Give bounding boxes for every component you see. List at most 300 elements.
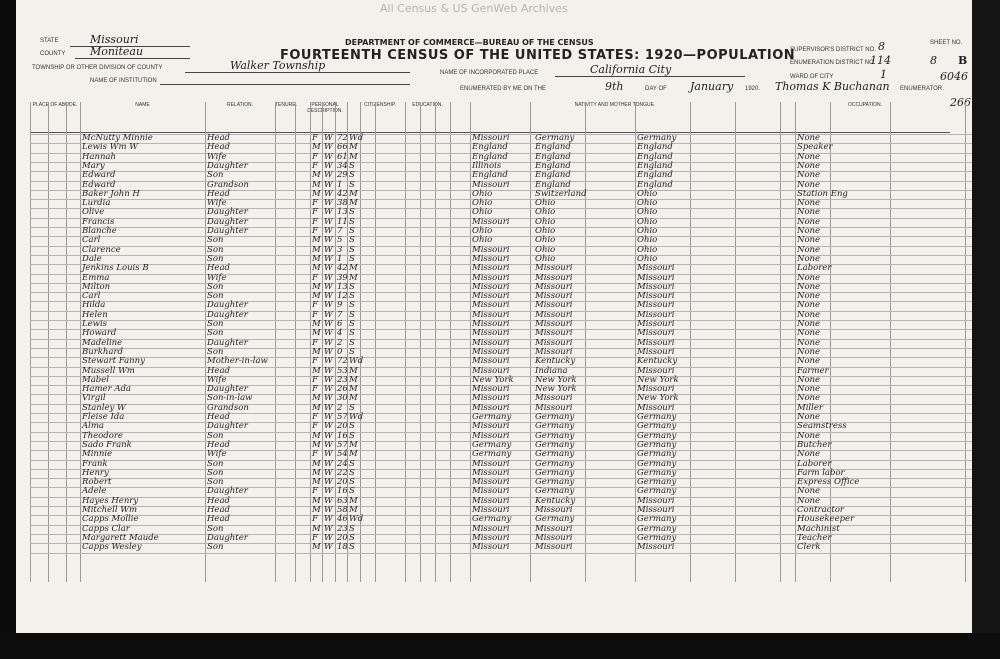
row-mother: Germany	[637, 467, 677, 478]
header-education: EDUCATION.	[405, 102, 450, 133]
state-value: Missouri	[90, 33, 139, 46]
row-age: 66	[337, 142, 348, 153]
row-name: Margarett Maude	[82, 532, 159, 543]
row-name: Carl	[82, 235, 101, 246]
row-birth: Missouri	[472, 486, 510, 497]
row-mother: Germany	[637, 449, 677, 460]
grid-column-line	[635, 102, 636, 582]
row-occ: None	[797, 170, 821, 181]
row-father: Germany	[535, 467, 575, 478]
row-race: W	[324, 346, 333, 357]
row-sex: M	[312, 328, 321, 339]
row-name: Francis	[82, 216, 115, 227]
row-mother: Germany	[637, 532, 677, 543]
scan-edge-bottom	[0, 633, 1000, 659]
row-mother: England	[637, 179, 673, 190]
row-race: W	[324, 253, 333, 264]
row-marital: S	[349, 207, 355, 218]
row-age: 30	[337, 393, 348, 404]
row-sex: F	[312, 151, 318, 162]
row-age: 5	[337, 235, 343, 246]
row-mother: Germany	[637, 458, 677, 469]
row-father: Germany	[535, 486, 575, 497]
row-mother: Missouri	[637, 319, 675, 329]
row-occ: Farm labor	[797, 467, 845, 478]
row-age: 42	[337, 263, 348, 274]
row-father: England	[535, 151, 571, 162]
row-birth: Missouri	[472, 393, 510, 404]
row-birth: Missouri	[472, 384, 510, 395]
row-occ: None	[797, 384, 821, 395]
row-marital: S	[349, 328, 355, 339]
header-occupation: OCCUPATION.	[780, 102, 950, 133]
row-father: Germany	[535, 421, 575, 432]
row-birth: England	[472, 170, 508, 181]
row-name: Hannah	[82, 151, 116, 162]
row-marital: S	[349, 170, 355, 181]
row-father: Germany	[535, 449, 575, 460]
row-marital: M	[349, 495, 358, 506]
row-sex: M	[312, 142, 321, 153]
grid-column-line	[735, 102, 736, 582]
grid-column-line	[295, 102, 296, 582]
row-age: 1	[337, 179, 343, 190]
row-race: W	[324, 188, 333, 199]
row-race: W	[324, 272, 333, 283]
row-race: W	[324, 198, 333, 209]
row-relation: Son	[207, 244, 224, 255]
row-race: W	[324, 365, 333, 376]
row-occ: Butcher	[797, 439, 832, 450]
row-birth: Missouri	[472, 495, 510, 506]
row-mother: Missouri	[637, 365, 675, 376]
row-mother: England	[637, 151, 673, 162]
row-race: W	[324, 291, 333, 302]
row-mother: Ohio	[637, 253, 658, 264]
row-mother: Missouri	[637, 291, 675, 302]
year-value: 1920.	[745, 86, 761, 92]
row-name: Minnie	[82, 449, 113, 460]
row-marital: S	[349, 486, 355, 497]
grid-column-line	[435, 102, 436, 582]
row-name: Clarence	[82, 244, 121, 255]
row-age: 26	[337, 384, 348, 395]
row-father: Missouri	[535, 337, 573, 348]
row-birth: Missouri	[472, 337, 510, 348]
row-race: W	[324, 133, 333, 143]
row-age: 7	[337, 226, 343, 236]
row-father: Missouri	[535, 291, 573, 302]
row-father: Germany	[535, 458, 575, 469]
row-name: Edward	[82, 179, 116, 190]
row-relation: Head	[207, 412, 230, 422]
supervisor-label: SUPERVISOR'S DISTRICT NO.	[790, 47, 876, 53]
row-marital: S	[349, 291, 355, 302]
row-name: Olive	[82, 207, 105, 218]
row-occ: None	[797, 495, 821, 506]
row-birth: England	[472, 142, 508, 153]
row-relation: Son	[207, 328, 224, 339]
row-marital: S	[349, 309, 355, 320]
census-grid	[30, 102, 972, 582]
row-occ: Express Office	[797, 477, 860, 488]
row-occ: None	[797, 216, 821, 227]
row-race: W	[324, 309, 333, 320]
row-father: Indiana	[535, 365, 568, 376]
row-age: 2	[337, 337, 343, 348]
grid-column-line	[470, 102, 471, 582]
row-relation: Son	[207, 523, 224, 534]
row-birth: Missouri	[472, 365, 510, 376]
ward-label: WARD OF CITY	[790, 74, 834, 80]
row-marital: S	[349, 430, 355, 441]
row-birth: Illinois	[472, 160, 502, 171]
row-relation: Head	[207, 188, 230, 199]
row-mother: Missouri	[637, 384, 675, 395]
row-birth: Missouri	[472, 328, 510, 339]
row-birth: Missouri	[472, 309, 510, 320]
row-father: New York	[535, 384, 577, 395]
enumerator-label: ENUMERATOR.	[900, 86, 944, 92]
row-race: W	[324, 495, 333, 506]
header-name: NAME	[80, 102, 205, 133]
row-name: Lurdia	[82, 198, 111, 209]
institution-label: NAME OF INSTITUTION	[90, 78, 157, 84]
row-race: W	[324, 505, 333, 515]
row-relation: Son	[207, 319, 224, 329]
row-marital: M	[349, 374, 358, 385]
row-mother: New York	[637, 374, 679, 385]
row-race: W	[324, 384, 333, 395]
row-name: Lewis	[82, 319, 108, 329]
grid-column-line	[335, 102, 336, 582]
row-father: Germany	[535, 514, 575, 525]
row-relation: Head	[207, 439, 230, 450]
row-name: Hayes Henry	[82, 495, 139, 506]
sheet-side: B	[958, 54, 968, 67]
row-mother: Germany	[637, 486, 677, 497]
row-birth: Missouri	[472, 421, 510, 432]
grid-column-line	[310, 102, 311, 582]
row-race: W	[324, 151, 333, 162]
row-father: Germany	[535, 412, 575, 422]
row-marital: Wd	[349, 356, 364, 367]
row-mother: Germany	[637, 421, 677, 432]
row-sex: F	[312, 421, 318, 432]
row-sex: M	[312, 542, 321, 553]
row-marital: M	[349, 151, 358, 162]
row-age: 6	[337, 319, 343, 329]
row-race: W	[324, 477, 333, 488]
row-relation: Son	[207, 170, 224, 181]
grid-column-line	[48, 102, 49, 582]
row-sex: F	[312, 374, 318, 385]
row-birth: Missouri	[472, 133, 510, 143]
row-sex: F	[312, 226, 318, 236]
row-occ: None	[797, 226, 821, 236]
row-father: Missouri	[535, 272, 573, 283]
row-race: W	[324, 170, 333, 181]
row-age: 22	[337, 467, 348, 478]
row-occ: None	[797, 346, 821, 357]
row-age: 38	[337, 198, 348, 209]
enumerated-label: ENUMERATED BY ME ON THE	[460, 86, 547, 92]
row-sex: F	[312, 486, 318, 497]
row-age: 13	[337, 207, 348, 218]
row-sex: F	[312, 337, 318, 348]
row-father: Switzerland	[535, 188, 587, 199]
row-relation: Daughter	[207, 300, 248, 311]
row-occ: None	[797, 309, 821, 320]
enumerated-day: 9th	[605, 80, 624, 93]
row-relation: Daughter	[207, 486, 248, 497]
row-name: Stewart Fanny	[82, 356, 145, 367]
row-father: Germany	[535, 477, 575, 488]
grid-column-line	[965, 102, 966, 582]
row-birth: Missouri	[472, 467, 510, 478]
row-mother: Ohio	[637, 198, 658, 209]
row-race: W	[324, 207, 333, 218]
row-race: W	[324, 486, 333, 497]
row-age: 20	[337, 532, 348, 543]
row-father: Missouri	[535, 319, 573, 329]
row-age: 46	[337, 514, 348, 525]
row-father: Ohio	[535, 244, 556, 255]
row-race: W	[324, 179, 333, 190]
row-name: Robert	[82, 477, 112, 488]
row-relation: Son	[207, 467, 224, 478]
row-race: W	[324, 281, 333, 292]
row-birth: Missouri	[472, 216, 510, 227]
corner-number: 6046	[940, 70, 968, 83]
row-sex: M	[312, 253, 321, 264]
row-sex: F	[312, 272, 318, 283]
row-birth: Germany	[472, 514, 512, 525]
row-relation: Daughter	[207, 309, 248, 320]
row-occ: None	[797, 207, 821, 218]
row-father: Ohio	[535, 207, 556, 218]
scan-edge-left	[0, 0, 16, 659]
row-name: Edward	[82, 170, 116, 181]
row-race: W	[324, 300, 333, 311]
row-name: Theodore	[82, 430, 123, 441]
row-father: Germany	[535, 430, 575, 441]
row-age: 16	[337, 486, 348, 497]
grid-column-line	[450, 102, 451, 582]
row-name: Carl	[82, 291, 101, 302]
row-marital: S	[349, 160, 355, 171]
row-mother: Missouri	[637, 272, 675, 283]
row-father: Germany	[535, 133, 575, 143]
row-age: 9	[337, 300, 343, 311]
row-mother: Missouri	[637, 300, 675, 311]
row-race: W	[324, 319, 333, 329]
row-birth: Missouri	[472, 356, 510, 367]
sheet-value: 8	[930, 54, 937, 67]
row-sex: M	[312, 439, 321, 450]
row-birth: Missouri	[472, 244, 510, 255]
row-name: Mitchell Wm	[82, 505, 138, 515]
row-occ: None	[797, 412, 821, 422]
row-name: Blanche	[82, 226, 117, 236]
grid-column-line	[780, 102, 781, 582]
header-nativity: NATIVITY AND MOTHER TONGUE.	[450, 102, 780, 133]
grid-column-line	[375, 102, 376, 582]
row-name: Mussell Wm	[82, 365, 135, 376]
row-birth: Missouri	[472, 523, 510, 534]
row-marital: S	[349, 523, 355, 534]
row-marital: S	[349, 346, 355, 357]
row-relation: Son	[207, 477, 224, 488]
header-citizenship: CITIZENSHIP.	[355, 102, 405, 133]
row-occ: None	[797, 253, 821, 264]
row-birth: Missouri	[472, 458, 510, 469]
row-race: W	[324, 263, 333, 274]
supervisor-value: 8	[878, 40, 885, 53]
row-race: W	[324, 467, 333, 478]
row-occ: Clerk	[797, 542, 821, 553]
row-marital: M	[349, 393, 358, 404]
row-father: New York	[535, 374, 577, 385]
row-relation: Son	[207, 235, 224, 246]
row-marital: M	[349, 365, 358, 376]
row-race: W	[324, 356, 333, 367]
row-birth: Missouri	[472, 430, 510, 441]
row-relation: Daughter	[207, 384, 248, 395]
row-birth: Missouri	[472, 532, 510, 543]
row-birth: Ohio	[472, 235, 493, 246]
row-race: W	[324, 216, 333, 227]
row-age: 54	[337, 449, 348, 460]
row-mother: England	[637, 170, 673, 181]
row-relation: Head	[207, 505, 230, 515]
row-occ: None	[797, 235, 821, 246]
grid-column-line	[585, 102, 586, 582]
row-occ: None	[797, 430, 821, 441]
row-age: 39	[337, 272, 348, 283]
row-sex: F	[312, 532, 318, 543]
row-name: Capps Mollie	[82, 514, 139, 525]
row-age: 29	[337, 170, 348, 181]
row-race: W	[324, 514, 333, 525]
row-occ: None	[797, 337, 821, 348]
row-name: Sado Frank	[82, 439, 132, 450]
row-age: 1	[337, 253, 343, 264]
row-father: Missouri	[535, 346, 573, 357]
row-sex: M	[312, 402, 321, 413]
county-value: Moniteau	[90, 45, 144, 58]
row-name: Baker John H	[82, 188, 140, 199]
row-name: Hilda	[82, 300, 106, 311]
row-age: 63	[337, 495, 348, 506]
row-race: W	[324, 542, 333, 553]
row-race: W	[324, 160, 333, 171]
row-age: 53	[337, 365, 348, 376]
row-relation: Son-in-law	[207, 393, 253, 404]
row-birth: Missouri	[472, 402, 510, 413]
row-name: Capps Clar	[82, 523, 130, 534]
scan-edge-right	[972, 0, 1000, 659]
row-occ: None	[797, 281, 821, 292]
row-father: Missouri	[535, 505, 573, 515]
row-relation: Wife	[207, 151, 227, 162]
department-line: DEPARTMENT OF COMMERCE—BUREAU OF THE CENSUS	[345, 38, 594, 47]
row-marital: M	[349, 272, 358, 283]
row-name: Dale	[82, 253, 102, 264]
row-mother: Missouri	[637, 346, 675, 357]
row-relation: Daughter	[207, 532, 248, 543]
grid-column-line	[205, 102, 206, 582]
census-title: FOURTEENTH CENSUS OF THE UNITED STATES: 1920—POPULATION	[280, 48, 796, 63]
row-birth: Missouri	[472, 179, 510, 190]
row-marital: Wd	[349, 412, 364, 422]
row-mother: Germany	[637, 439, 677, 450]
row-mother: Missouri	[637, 402, 675, 413]
row-age: 3	[337, 244, 343, 255]
row-father: Kentucky	[535, 495, 576, 506]
row-name: Madeline	[82, 337, 123, 348]
row-marital: S	[349, 300, 355, 311]
row-relation: Head	[207, 365, 230, 376]
grid-column-line	[530, 102, 531, 582]
row-age: 57	[337, 412, 348, 422]
row-sex: F	[312, 160, 318, 171]
row-father: Ohio	[535, 198, 556, 209]
row-sex: F	[312, 412, 318, 422]
month-value: January	[690, 80, 734, 93]
row-father: Missouri	[535, 402, 573, 413]
row-age: 23	[337, 523, 348, 534]
row-birth: England	[472, 151, 508, 162]
row-mother: Ohio	[637, 207, 658, 218]
row-age: 61	[337, 151, 348, 162]
row-name: McNutty Minnie	[82, 133, 153, 143]
row-relation: Son	[207, 542, 224, 553]
row-birth: Ohio	[472, 188, 493, 199]
row-occ: Teacher	[797, 532, 832, 543]
row-race: W	[324, 374, 333, 385]
row-occ: None	[797, 272, 821, 283]
grid-column-line	[690, 102, 691, 582]
row-birth: Missouri	[472, 291, 510, 302]
row-occ: Laborer	[797, 263, 832, 274]
row-sex: M	[312, 467, 321, 478]
row-sex: M	[312, 170, 321, 181]
row-age: 20	[337, 421, 348, 432]
grid-column-line	[66, 102, 67, 582]
row-father: Missouri	[535, 263, 573, 274]
row-age: 16	[337, 430, 348, 441]
row-name: Milton	[82, 281, 111, 292]
row-occ: None	[797, 244, 821, 255]
row-marital: S	[349, 235, 355, 246]
row-sex: M	[312, 188, 321, 199]
row-age: 11	[337, 216, 348, 227]
row-father: Missouri	[535, 281, 573, 292]
grid-column-line	[275, 102, 276, 582]
row-birth: Missouri	[472, 281, 510, 292]
row-mother: Kentucky	[637, 356, 678, 367]
row-race: W	[324, 226, 333, 236]
row-race: W	[324, 458, 333, 469]
row-occ: Station Eng	[797, 188, 848, 199]
row-age: 34	[337, 160, 348, 171]
sheet-label: SHEET NO.	[930, 40, 963, 46]
row-sex: F	[312, 384, 318, 395]
row-father: Germany	[535, 439, 575, 450]
row-sex: F	[312, 514, 318, 525]
row-birth: Missouri	[472, 272, 510, 283]
